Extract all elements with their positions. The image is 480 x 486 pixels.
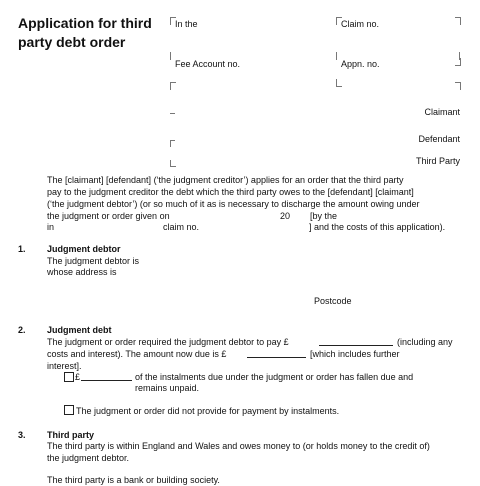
third-party-text: The third party is a bank or building society. (47, 475, 220, 485)
amount-required-text: The judgment or order required the judgment debtor to pay £ (47, 337, 289, 347)
corner-mark (455, 17, 461, 25)
amount-due-text: costs and interest). The amount now due is £ (47, 349, 227, 359)
claim-no-label: Claim no. (341, 19, 380, 29)
section-number: 2. (18, 325, 26, 335)
pound-sign: £ (75, 372, 81, 382)
intro-line: pay to the judgment creditor the debt which the third party owes to the [defendant] [claimant] (47, 187, 414, 197)
instalments-amount-field[interactable] (81, 370, 132, 381)
amount-required-suffix: (including any (397, 337, 453, 347)
amount-due-field[interactable] (247, 347, 306, 358)
corner-mark (170, 52, 172, 60)
amount-required-field[interactable] (319, 335, 393, 346)
in-the-label: In the (175, 19, 198, 29)
intro-line: [by the (310, 211, 338, 221)
appn-no-label: Appn. no. (341, 59, 380, 69)
intro-line: The [claimant] [defendant] (‘the judgment creditor’) applies for an order that the third party (47, 175, 404, 185)
page-title-line2: party debt order (18, 34, 126, 50)
section-heading: Third party (47, 430, 95, 440)
section-heading: Judgment debtor (47, 244, 121, 254)
third-party-text: The third party is within England and Wales and owes money to (or holds money to the credit of) (47, 441, 430, 451)
corner-mark (170, 140, 172, 147)
postcode-label: Postcode (314, 296, 352, 306)
judgment-debtor-label: The judgment debtor is (47, 256, 140, 266)
corner-mark (170, 160, 176, 167)
fee-account-no-label: Fee Account no. (175, 59, 241, 69)
corner-mark (170, 82, 176, 90)
corner-mark (455, 82, 461, 90)
intro-line: claim no. (163, 222, 200, 232)
section-number: 1. (18, 244, 26, 254)
corner-mark (336, 79, 342, 87)
claimant-label: Claimant (424, 107, 460, 117)
corner-mark (336, 52, 338, 60)
third-party-label: Third Party (415, 156, 460, 166)
instalments-text: remains unpaid. (135, 383, 200, 393)
instalments-text: of the instalments due under the judgment or order has fallen due and (135, 372, 414, 382)
year-prefix: 20 (280, 211, 291, 221)
interest-text: interest]. (47, 361, 82, 371)
address-label: whose address is (47, 267, 117, 277)
amount-due-suffix: [which includes further (310, 349, 400, 359)
no-instalments-text: The judgment or order did not provide for payment by instalments. (76, 406, 340, 416)
intro-line: ] and the costs of this application). (309, 222, 446, 232)
defendant-label: Defendant (418, 134, 460, 144)
third-party-text: the judgment debtor. (47, 453, 130, 463)
page-title-line1: Application for third (18, 15, 152, 31)
intro-line: in (47, 222, 55, 232)
corner-mark (455, 58, 461, 66)
instalments-checkbox[interactable] (64, 372, 74, 382)
section-number: 3. (18, 430, 26, 440)
section-heading: Judgment debt (47, 325, 112, 335)
intro-line: (‘the judgment debtor’) (or so much of it as is necessary to discharge the amount owing under (47, 199, 420, 209)
corner-mark (170, 113, 175, 115)
no-instalments-checkbox[interactable] (64, 405, 74, 415)
intro-line: the judgment or order given on (47, 211, 170, 221)
